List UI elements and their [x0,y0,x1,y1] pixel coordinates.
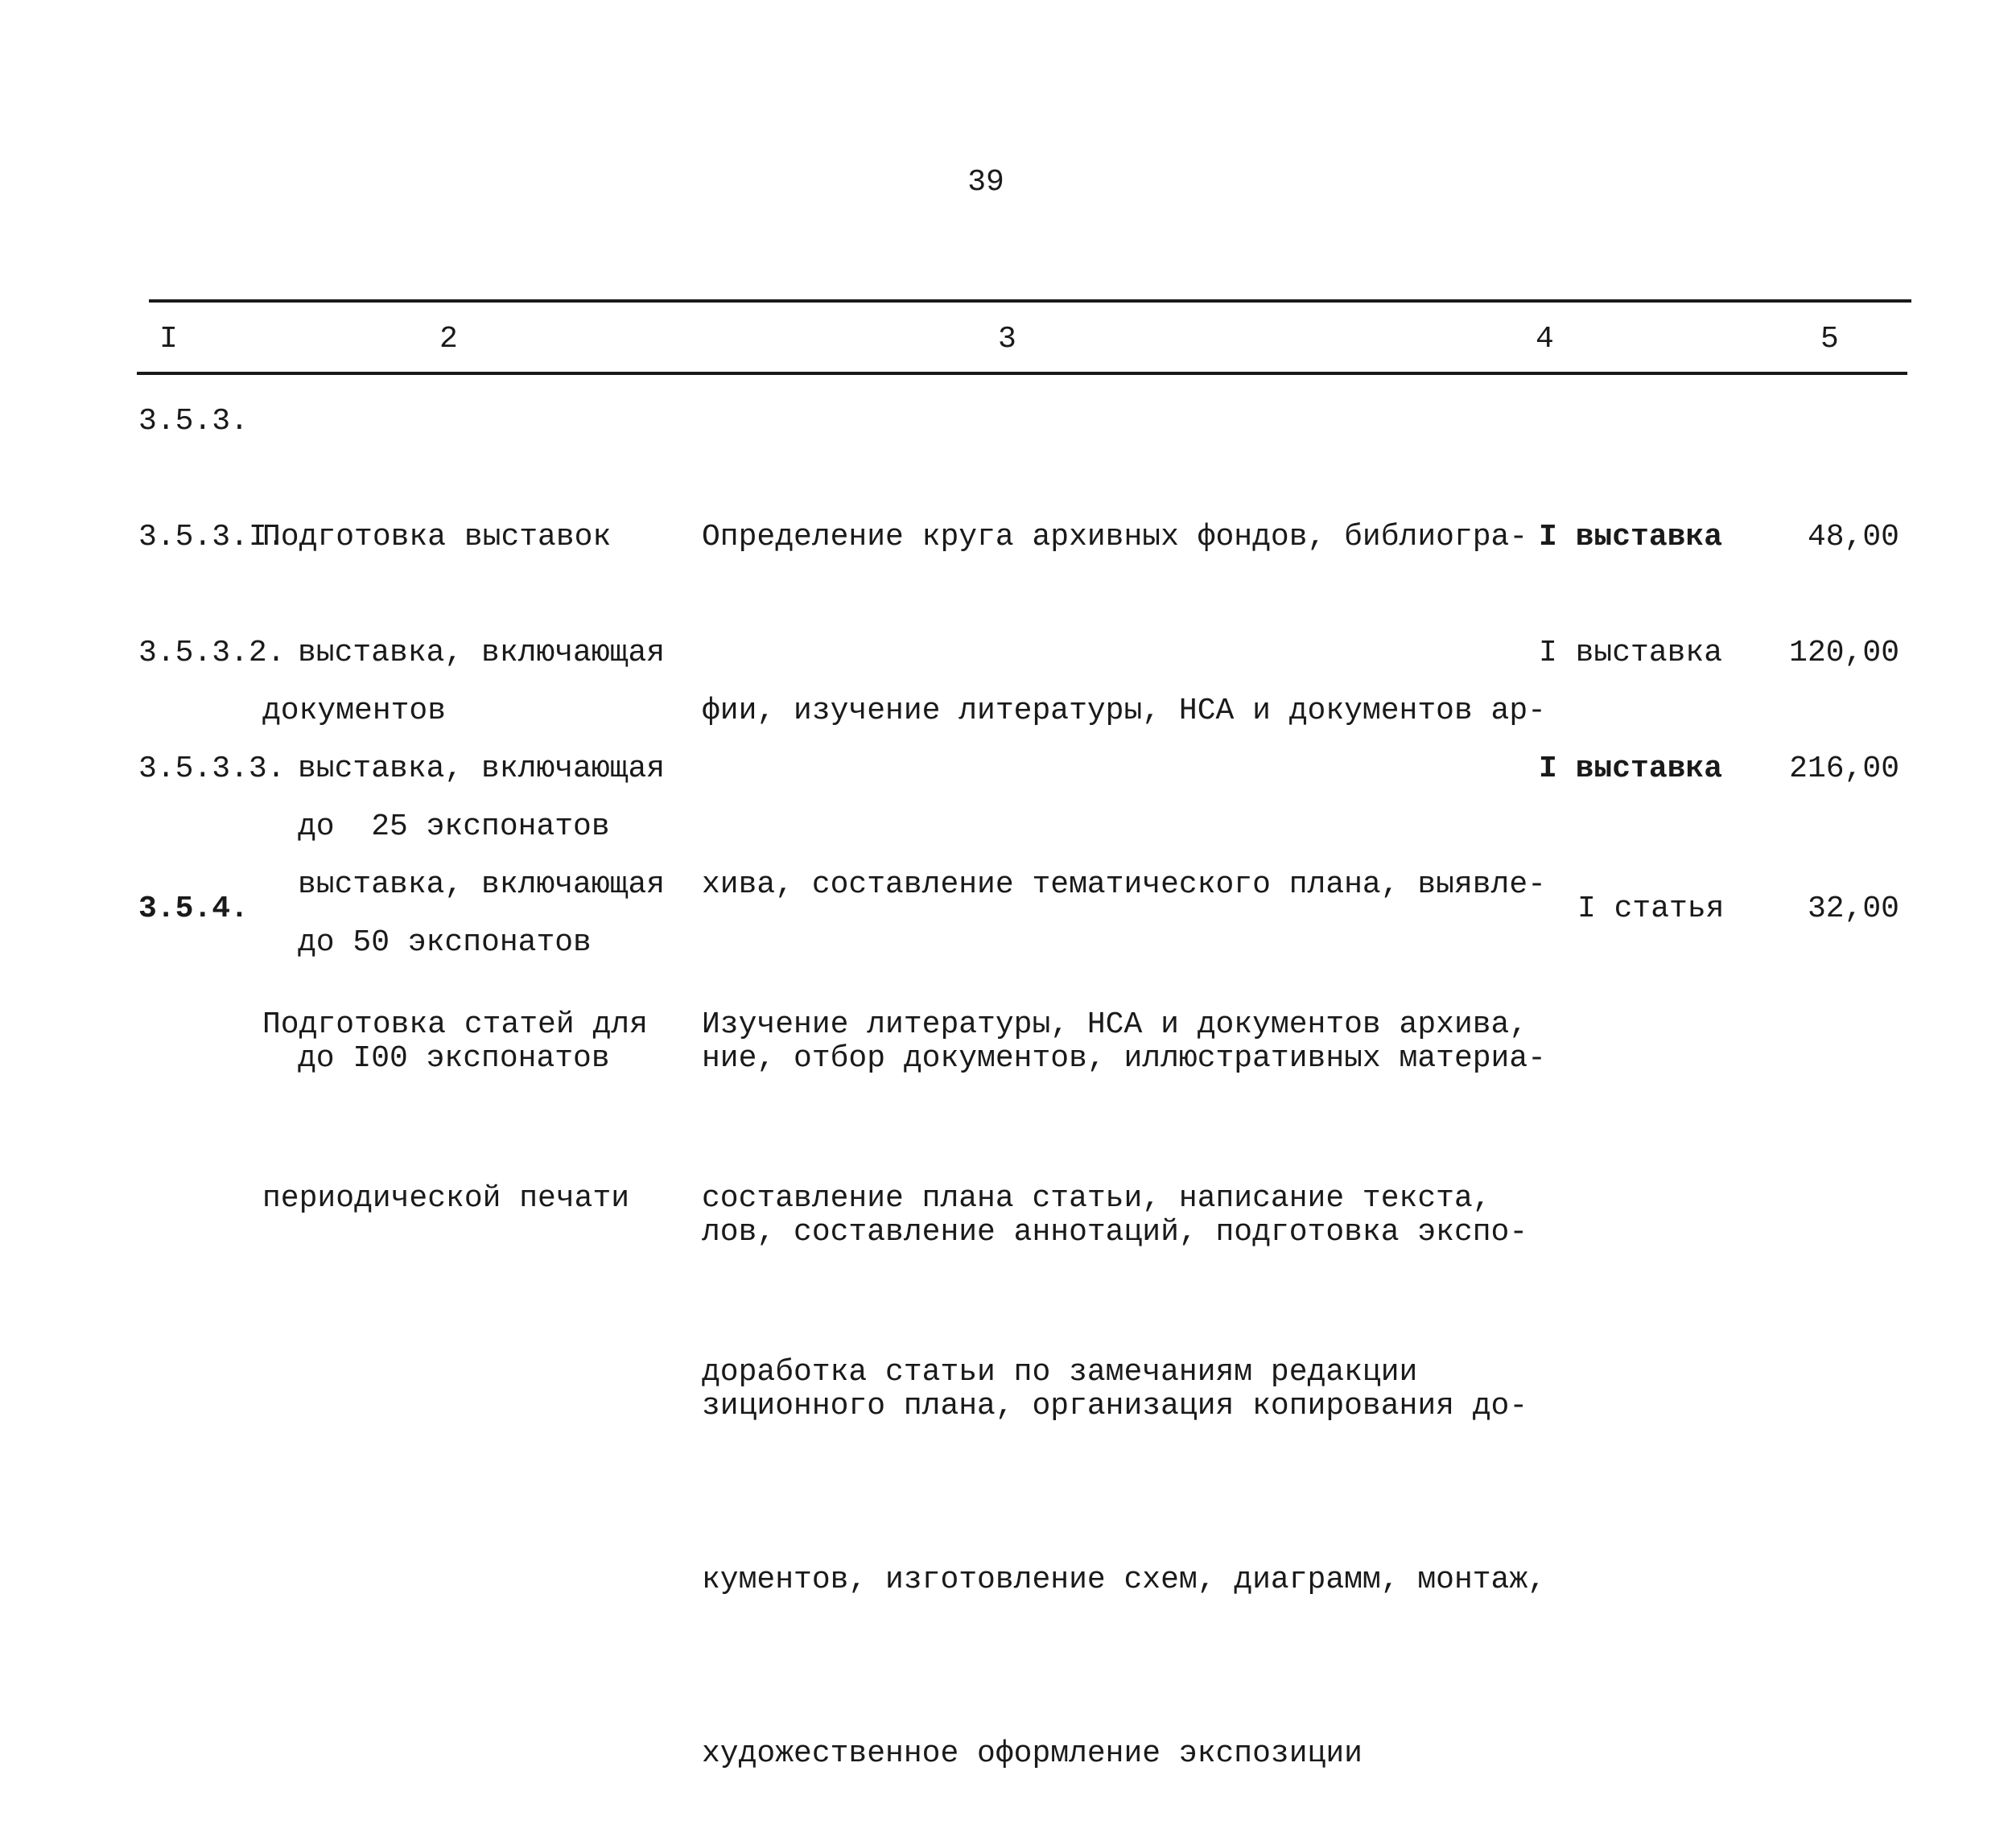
group-1-code: 3.5.3. [138,404,249,439]
group-2-title-line: Подготовка статей для [262,1007,648,1042]
item-1-unit: I выставка [1539,520,1723,554]
item-2-unit: I выставка [1539,636,1723,670]
item-3-title-line: до I00 экспонатов [298,1041,610,1076]
item-3-code: 3.5.3.3. [138,752,286,786]
group-2-title [262,880,648,1286]
page-number: 39 [967,165,1004,200]
description-line: составление плана статьи, написание текста, [702,1181,1491,1216]
item-1-title-line: до 25 экспонатов [298,809,610,844]
item-2-title-line: выставка, включающая [298,752,666,786]
item-2-value: 120,00 [1789,636,1899,670]
description-line: кументов, изготовление схем, диаграмм, монтаж, [702,1563,1546,1597]
description-line: доработка статьи по замечаниям редакции [702,1355,1418,1390]
group-2-description [702,880,1527,1460]
column-number-4: 4 [1536,322,1554,356]
description-line: Определение круга архивных фондов, библиогра- [702,520,1528,554]
column-number-1: I [159,322,178,356]
description-line: лов, составление аннотаций, подготовка экспо- [702,1215,1528,1250]
item-3-title-line: выставка, включающая [298,867,666,902]
description-line: ние, отбор документов, иллюстративных материа- [702,1041,1546,1076]
item-1-value: 48,00 [1807,520,1899,554]
item-1-title-line: выставка, включающая [298,636,666,670]
table-top-rule [149,299,1911,303]
description-line: фии, изучение литературы, НСА и документов ар- [702,694,1546,728]
item-3-unit: I выставка [1539,752,1723,786]
item-3-value: 216,00 [1789,752,1899,786]
description-line: Изучение литературы, НСА и документов архива, [702,1007,1528,1042]
column-number-2: 2 [439,322,458,356]
group-2-title-line: периодической печати [262,1181,630,1216]
item-2-title-line: до 50 экспонатов [298,925,592,960]
group-1-title-line: документов [262,694,447,728]
description-line: хива, составление тематического плана, выявле- [702,867,1546,902]
column-number-5: 5 [1820,322,1839,356]
description-line: художественное оформление экспозиции [702,1736,1363,1771]
description-line: зиционного плана, организация копирования до- [702,1389,1528,1423]
table-header-rule [137,372,1907,375]
group-2-unit: I статья [1577,892,1725,926]
group-2-value: 32,00 [1807,892,1899,926]
item-1-code: 3.5.3.I. [138,520,286,554]
group-1-title-line: Подготовка выставок [262,520,612,554]
item-2-code: 3.5.3.2. [138,636,286,670]
column-number-3: 3 [998,322,1016,356]
group-2-code: 3.5.4. [138,892,249,926]
